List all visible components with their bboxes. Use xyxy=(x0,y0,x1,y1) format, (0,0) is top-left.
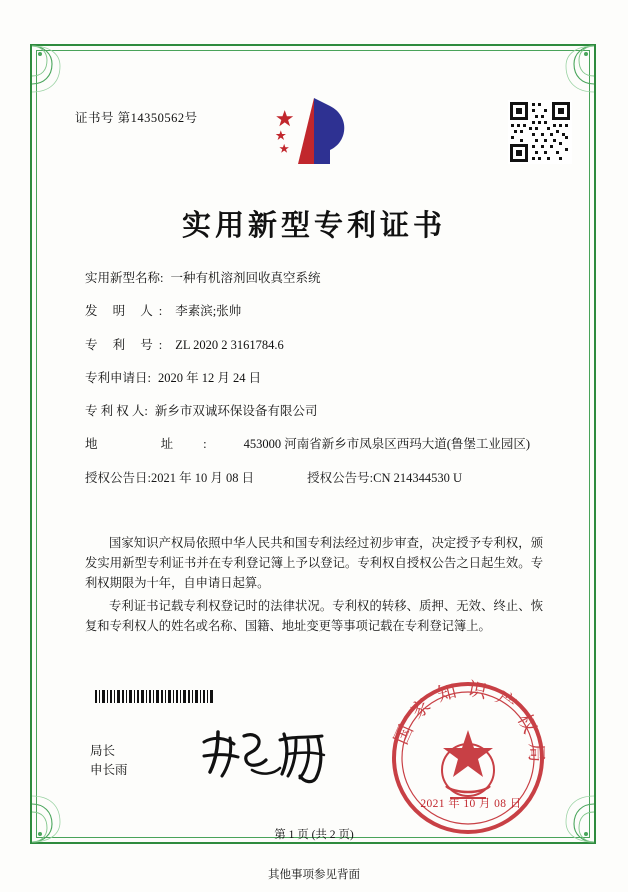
field-row-name xyxy=(85,272,555,286)
field-label: 专利申请日: xyxy=(85,370,151,385)
director-name-label: 申长雨 xyxy=(90,763,128,777)
official-seal-icon xyxy=(388,678,548,838)
field-label: 专 利 号: xyxy=(85,337,169,352)
field-label: 发 明 人: xyxy=(85,304,169,319)
certificate-number: 证书号 第14350562号 xyxy=(75,111,198,125)
field-row-inventor xyxy=(85,305,555,319)
footer-note: 其他事项参见背面 xyxy=(268,869,360,881)
seal-date: 2021 年 10 月 08 日 xyxy=(420,798,522,810)
field-row-application-date xyxy=(85,372,555,386)
grant-number-value: CN 214344530 U xyxy=(373,470,463,485)
signature-block xyxy=(90,742,128,780)
handwritten-signature-icon xyxy=(196,726,346,786)
field-label: 实用新型名称: xyxy=(85,271,164,285)
field-row-patent-number xyxy=(85,339,555,353)
certificate-body-text xyxy=(85,533,543,639)
field-value: 李素滨;张帅 xyxy=(175,304,242,319)
field-row-address xyxy=(85,438,555,452)
cnipa-logo-icon xyxy=(268,92,360,172)
page-title: 实用新型专利证书 xyxy=(181,208,446,242)
svg-text:国家知识产权局: 国家知识产权局 xyxy=(390,678,548,772)
field-value: 453000 河南省新乡市凤泉区西玛大道(鲁堡工业园区) xyxy=(243,437,531,452)
field-value: 一种有机溶剂回收真空系统 xyxy=(170,271,321,285)
certificate-fields xyxy=(85,272,555,504)
field-value: 新乡市双诚环保设备有限公司 xyxy=(154,404,318,418)
grant-date-value: 2021 年 10 月 08 日 xyxy=(150,470,255,485)
paragraph-2: 专利证书记载专利权登记时的法律状况。专利权的转移、质押、无效、终止、恢复和专利权人的姓名或名称、国籍、地址变更等事项记载在专利登记簿上。 xyxy=(85,599,543,633)
field-value: ZL 2020 2 3161784.6 xyxy=(175,337,284,352)
field-row-patentee xyxy=(85,405,555,419)
field-label: 专 利 权 人: xyxy=(85,404,148,418)
grant-date-label: 授权公告日: xyxy=(85,470,151,485)
grant-number-label: 授权公告号: xyxy=(307,470,374,485)
barcode-icon xyxy=(95,690,213,703)
director-title-label: 局长 xyxy=(90,744,116,758)
qr-code-icon xyxy=(508,100,572,164)
paragraph-1: 国家知识产权局依照中华人民共和国专利法经过初步审查，决定授予专利权，颁发实用新型专利证书并在专利登记簿上予以登记。专利权自授权公告之日起生效。专利权期限为十年，自申请日起算。 xyxy=(85,536,543,590)
field-row-grant xyxy=(85,472,555,486)
field-value: 2020 年 12 月 24 日 xyxy=(157,370,262,385)
page-number: 第 1 页 (共 2 页) xyxy=(274,829,354,841)
field-label: 地 址: xyxy=(85,437,237,452)
